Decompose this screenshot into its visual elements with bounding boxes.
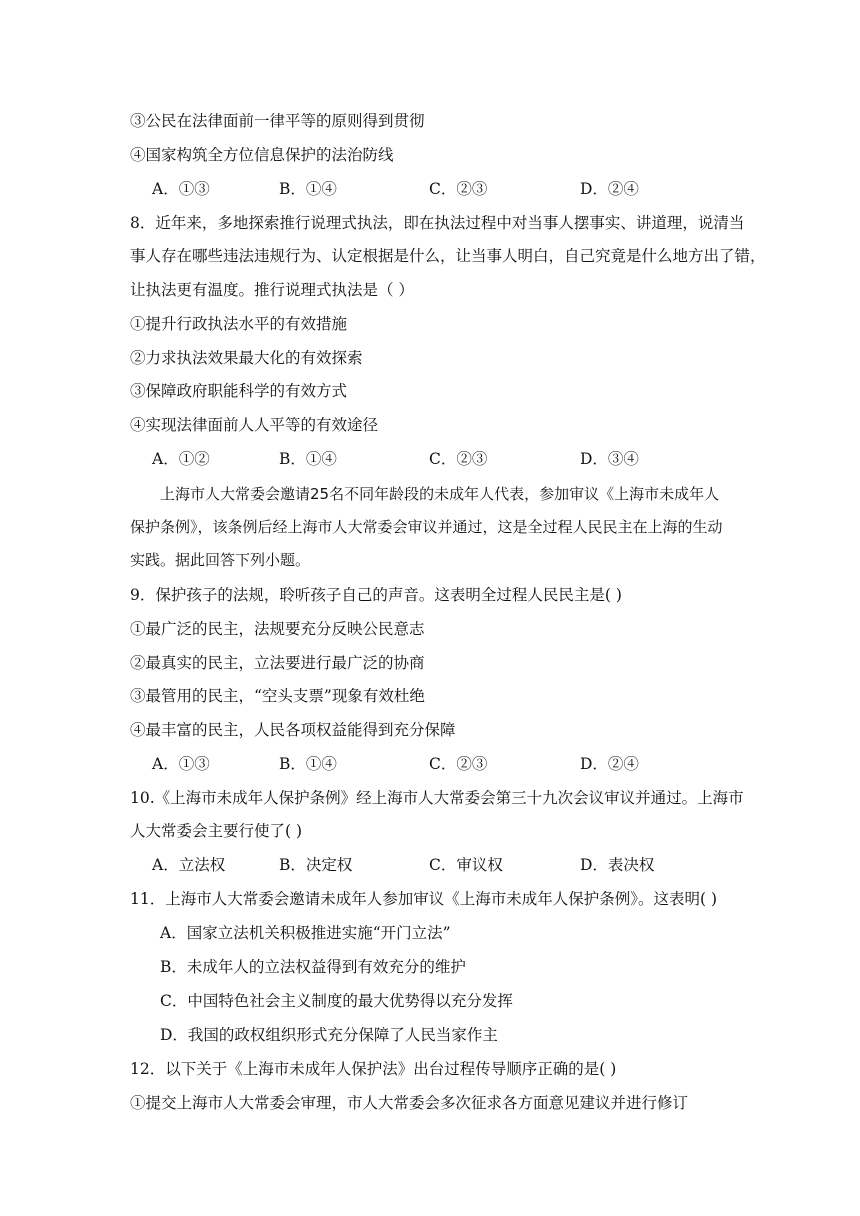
q12-item-1: ①提交上海市人大常委会审理，市人大常委会多次征求各方面意见建议并进行修订 xyxy=(130,1094,689,1112)
q11-choice-b: B．未成年人的立法权益得到有效充分的维护 xyxy=(160,958,466,976)
q7-item-3: ③公民在法律面前一律平等的原则得到贯彻 xyxy=(130,112,425,130)
q11-choice-a: A．国家立法机关积极推进实施“开门立法” xyxy=(160,924,451,942)
passage-line-2: 保护条例》，该条例后经上海市人大常委会审议并通过，这是全过程人民民主在上海的生动 xyxy=(130,518,723,536)
q8-item-2: ②力求执法效果最大化的有效探索 xyxy=(130,349,363,367)
q10-stem-line-1: 10.《上海市未成年人保护条例》经上海市人大常委会第三十九次会议审议并通过。上海市 xyxy=(130,789,744,807)
q11-choice-d: D．我国的政权组织形式充分保障了人民当家作主 xyxy=(160,1026,498,1044)
q8-option-a: A．①② xyxy=(152,450,210,468)
q10-stem-line-2: 人大常委会主要行使了( ) xyxy=(130,822,303,840)
q8-stem-line-3: 让执法更有温度。推行说理式执法是（ ） xyxy=(130,281,414,299)
q10-option-a: A．立法权 xyxy=(152,856,226,874)
q9-item-4: ④最丰富的民主，人民各项权益能得到充分保障 xyxy=(130,721,456,739)
q8-stem-line-1: 8．近年来，多地探索推行说理式执法，即在执法过程中对当事人摆事实、讲道理，说清当 xyxy=(130,214,745,232)
q12-stem: 12．以下关于《上海市未成年人保护法》出台过程传导顺序正确的是( ) xyxy=(130,1060,617,1078)
q9-stem: 9．保护孩子的法规，聆听孩子自己的声音。这表明全过程人民民主是( ) xyxy=(130,586,622,604)
q7-option-c: C．②③ xyxy=(429,180,488,198)
q10-option-d: D．表决权 xyxy=(580,856,655,874)
q8-stem-line-2: 事人存在哪些违法违规行为、认定根据是什么，让当事人明白，自己究竟是什么地方出了错， xyxy=(130,247,766,265)
q9-item-1: ①最广泛的民主，法规要充分反映公民意志 xyxy=(130,620,425,638)
q11-choice-c: C．中国特色社会主义制度的最大优势得以充分发挥 xyxy=(160,992,513,1010)
q9-option-a: A．①③ xyxy=(152,755,210,773)
q8-item-4: ④实现法律面前人人平等的有效途径 xyxy=(130,416,379,434)
q9-option-c: C．②③ xyxy=(429,755,488,773)
q9-item-2: ②最真实的民主，立法要进行最广泛的协商 xyxy=(130,654,425,672)
q8-option-c: C．②③ xyxy=(429,450,488,468)
q7-option-b: B．①④ xyxy=(279,180,337,198)
q9-item-3: ③最管用的民主，“空头支票”现象有效杜绝 xyxy=(130,687,425,705)
q8-item-3: ③保障政府职能科学的有效方式 xyxy=(130,382,348,400)
q7-item-4: ④国家构筑全方位信息保护的法治防线 xyxy=(130,146,394,164)
q8-option-b: B．①④ xyxy=(279,450,337,468)
q8-option-d: D．③④ xyxy=(580,450,639,468)
passage-line-3: 实践。据此回答下列小题。 xyxy=(130,551,311,569)
q9-option-b: B．①④ xyxy=(279,755,337,773)
q8-item-1: ①提升行政执法水平的有效措施 xyxy=(130,315,348,333)
q11-stem: 11．上海市人大常委会邀请未成年人参加审议《上海市未成年人保护条例》。这表明( ) xyxy=(130,890,717,908)
q9-option-d: D．②④ xyxy=(580,755,639,773)
passage-line-1: 上海市人大常委会邀请25名不同年龄段的未成年人代表，参加审议《上海市未成年人 xyxy=(160,485,720,503)
q7-option-d: D．②④ xyxy=(580,180,639,198)
q10-option-b: B．决定权 xyxy=(279,856,353,874)
q7-option-a: A．①③ xyxy=(152,180,210,198)
q10-option-c: C．审议权 xyxy=(429,856,503,874)
